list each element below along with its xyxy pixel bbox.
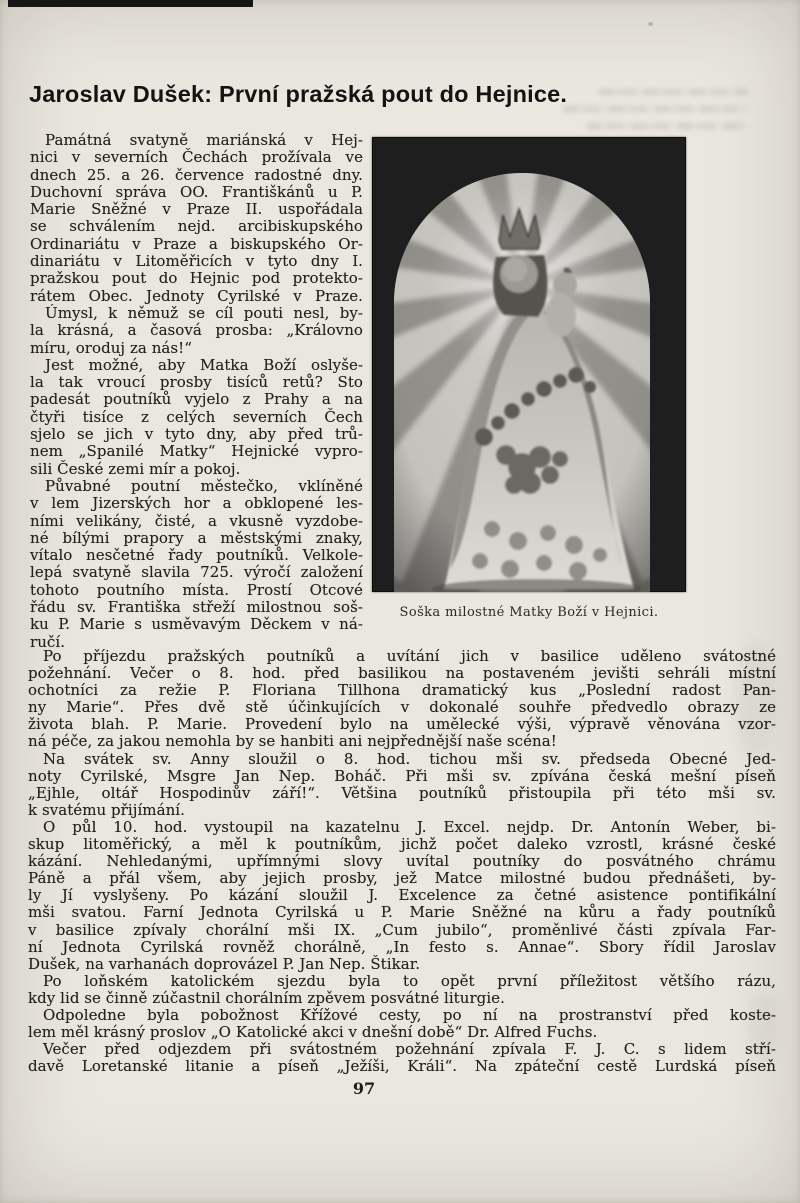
text-line: ními velikány, čisté, a vkusně vyzdobe- — [30, 511, 363, 530]
text-line: „Ejhle, oltář Hospodinův září!“. Většina poutníků přistoupila při této mši sv. — [28, 783, 776, 802]
paragraph — [30, 357, 363, 478]
text-line: v lem Jizerských hor a obklopené les- — [30, 494, 363, 513]
text-line: ku P. Marie s usměvavým Děckem v ná- — [30, 615, 363, 634]
text-line: k svatému přijímání. — [28, 800, 185, 819]
text-line: ochotníci za režie P. Floriana Tillhona dramatický kus „Poslední radost Pan- — [28, 681, 776, 700]
text-line: ní Jednota Cyrilská rovněž chorálně, „In festo s. Annae“. Sbory řídil Jaroslav — [28, 937, 776, 956]
text-line: sili České zemi mír a pokoj. — [30, 459, 241, 478]
text-line: Na svátek sv. Anny sloužil o 8. hod. tichou mši sv. předseda Obecné Jed- — [43, 749, 776, 768]
text-line: Dušek, na varhanách doprovázel P. Jan Nep. Štikar. — [28, 954, 421, 973]
text-line: Po loňském katolickém sjezdu byla to opět první příležitost většího rázu, — [43, 971, 776, 990]
text-line: Večer před odjezdem při svátostném požehnání zpívala F. J. C. s lidem stří- — [43, 1040, 776, 1059]
text-line: řádu sv. Františka střeží milostnou soš- — [30, 598, 363, 617]
text-line: kdy lid se činně zúčastnil chorálním zpěvem posvátné liturgie. — [28, 988, 505, 1007]
text-line: Ordinariátu v Praze a biskupského Or- — [30, 234, 363, 253]
text-line: kázání. Nehledanými, upřímnými slovy uvítal poutníky do posvátného chrámu — [28, 852, 776, 871]
text-line: dnech 25. a 26. července radostné dny. — [30, 165, 363, 184]
text-line: Památná svatyně mariánská v Hej- — [45, 131, 363, 149]
paragraph — [30, 132, 363, 305]
paragraph — [28, 1007, 776, 1041]
text-line: vítalo nesčetné řady poutníků. Velkole- — [30, 546, 363, 565]
text-line: čtyři tisíce z celých severních Čech — [30, 407, 363, 426]
body-text-block — [28, 648, 776, 1075]
text-line: Duchovní správa OO. Františkánů u P. — [30, 182, 363, 201]
text-line: Odpoledne byla pobožnost Křížové cesty, po ní na prostranství před koste- — [43, 1005, 776, 1024]
text-line: lepá svatyně slavila 725. výročí založení — [30, 563, 363, 582]
text-line: noty Cyrilské, Msgre Jan Nep. Boháč. Při mši sv. zpívána česká mešní píseň — [28, 766, 776, 785]
text-line: ná péče, za jakou nemohla by se hanbiti ani nejpřednější naše scéna! — [28, 732, 557, 751]
text-line: Půvabné poutní městečko, vklíněné — [45, 476, 363, 495]
madonna-statue-illustration — [372, 137, 686, 592]
paragraph — [28, 751, 776, 819]
text-line: sjelo se jich v tyto dny, aby před trů- — [30, 425, 363, 444]
text-line: nici v severních Čechách prožívala ve — [30, 148, 363, 167]
text-line: míru, oroduj za nás!“ — [30, 338, 192, 357]
paragraph — [30, 478, 363, 651]
text-line: O půl 10. hod. vystoupil na kazatelnu J. Excel. nejdp. Dr. Antonín Weber, bi- — [43, 817, 776, 836]
paragraph — [28, 1041, 776, 1075]
text-line: dinariátu v Litoměřicích v tyto dny I. — [30, 252, 363, 271]
text-line: se schválením nejd. arcibiskupského — [30, 217, 363, 236]
page-number: 97 — [352, 1079, 376, 1098]
text-line: nem „Spanilé Matky“ Hejnické vypro- — [30, 442, 363, 461]
text-line: požehnání. Večer o 8. hod. před basilikou na postaveném jevišti sehráli místní — [28, 664, 776, 683]
text-line: v basilice zpívaly chorální mši IX. „Cum jubilo“, proměnlivé části zpívala Far- — [28, 920, 776, 939]
text-line: la krásná, a časová prosba: „Královno — [30, 321, 363, 340]
text-line: života blah. P. Marie. Provedení bylo na umělecké výši, výpravě věnována vzor- — [28, 715, 776, 734]
text-line: la tak vroucí prosby tisíců retů? Sto — [30, 373, 363, 392]
paragraph — [30, 305, 363, 357]
madonna-statue-photo — [372, 137, 686, 592]
text-line: rátem Obec. Jednoty Cyrilské v Praze. — [30, 286, 363, 305]
paragraph — [28, 973, 776, 1007]
text-line: skup litoměřický, a měl k poutníkům, jichž počet daleko vzrostl, krásné české — [28, 835, 776, 854]
text-line: padesát poutníků vyjelo z Prahy a na — [30, 390, 363, 409]
left-text-column — [30, 132, 363, 651]
text-line: mši svatou. Farní Jednota Cyrilská u P. Marie Sněžné na kůru a řady poutníků — [28, 903, 776, 922]
text-line: né bílými prapory a městskými znaky, — [30, 528, 363, 547]
text-line: pražskou pout do Hejnic pod protekto- — [30, 269, 363, 288]
figure-caption: Soška milostné Matky Boží v Hejnici. — [399, 605, 659, 620]
text-line: Jest možné, aby Matka Boží oslyše- — [45, 355, 363, 374]
text-line: davě Loretanské litanie a píseň „Ježíši, Králi“. Na zpáteční cestě Lurdská píseň — [28, 1057, 776, 1076]
article-title: Jaroslav Dušek: První pražská pout do Hejnice. — [29, 81, 568, 107]
text-line: tohoto poutního místa. Prostí Otcové — [30, 580, 363, 599]
text-line: Marie Sněžné v Praze II. uspořádala — [30, 200, 363, 219]
scan-edge-mark — [8, 0, 253, 7]
text-line: ručí. — [30, 632, 66, 651]
paragraph — [28, 648, 776, 751]
text-line: Po příjezdu pražských poutníků a uvítání jich v basilice uděleno svátostné — [43, 647, 776, 665]
text-line: ly Jí vyslyšeny. Po kázání sloužil J. Excelence za četné asistence pontifikální — [28, 886, 776, 905]
text-line: lem měl krásný proslov „O Katolické akci v dnešní době“ Dr. Alfred Fuchs. — [28, 1023, 598, 1042]
paragraph — [28, 819, 776, 973]
text-line: ny Marie“. Přes dvě stě účinkujících v dokonalé souhře předvedlo obrazy ze — [28, 698, 776, 717]
text-line: Páně a přál všem, aby jejich prosby, jež Matce milostné budou přednášeti, by- — [28, 869, 776, 888]
paper-speck — [648, 22, 653, 26]
text-line: Úmysl, k němuž se cíl pouti nesl, by- — [45, 303, 363, 322]
